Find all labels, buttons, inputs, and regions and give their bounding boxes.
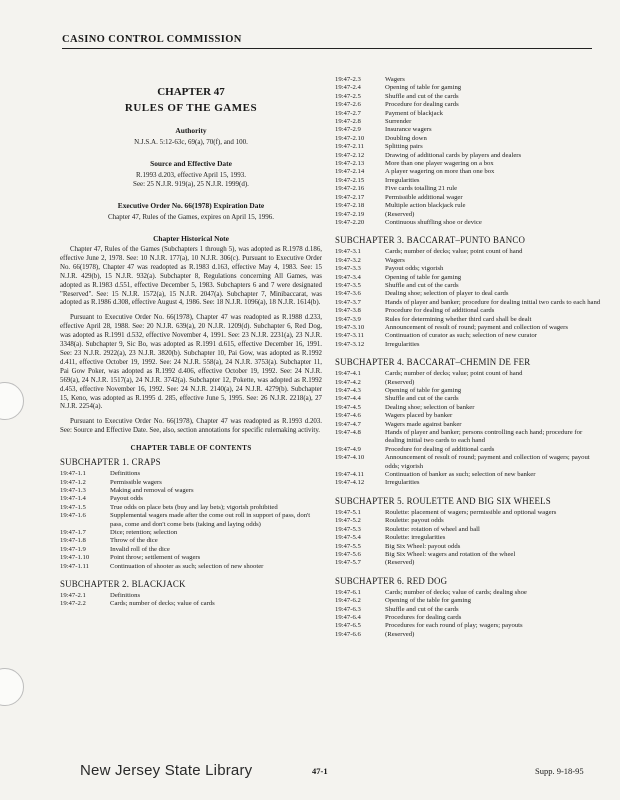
section-number: 19:47-2.11	[335, 143, 364, 151]
toc-left	[60, 457, 322, 609]
section-number: 19:47-6.3	[335, 605, 361, 613]
toc-row	[335, 412, 603, 420]
toc-heading: CHAPTER TABLE OF CONTENTS	[130, 444, 252, 453]
section-title: Insurance wagers	[385, 126, 432, 134]
toc-row	[60, 512, 322, 529]
left-column	[60, 76, 322, 609]
toc-row	[335, 202, 603, 210]
section-number: 19:47-3.1	[335, 248, 361, 256]
section-title: Roulette: payout odds	[385, 517, 444, 525]
subchapter-sections	[335, 370, 603, 488]
section-title: Throw of the dice	[110, 537, 158, 545]
section-number: 19:47-2.19	[335, 210, 365, 218]
toc-row	[335, 101, 603, 109]
section-number: 19:47-1.7	[60, 528, 86, 536]
section-title: Opening of table for gaming	[385, 84, 462, 92]
section-title: Procedure for dealing cards	[385, 101, 459, 109]
section-title: Definitions	[110, 592, 141, 599]
page-number: 47-1	[312, 766, 328, 776]
section-title: Hands of player and banker; procedure for dealing initial two cards to each hand	[385, 298, 601, 306]
section-number: 19:47-3.3	[335, 265, 361, 273]
section-title: Splitting pairs	[385, 143, 423, 151]
section-number: 19:47-3.2	[335, 256, 361, 264]
section-number: 19:47-1.5	[60, 503, 86, 511]
section-title: Payout odds	[110, 495, 143, 503]
toc-blackjack-continuation	[335, 76, 603, 227]
section-number: 19:47-3.8	[335, 307, 361, 315]
section-number: 19:47-2.8	[335, 118, 361, 126]
section-title: Shuffle and cut of the cards	[385, 605, 459, 613]
section-number: 19:47-4.5	[335, 403, 361, 411]
subchapter-heading: SUBCHAPTER 2. BLACKJACK	[60, 579, 186, 589]
toc-row	[335, 341, 603, 349]
section-number: 19:47-2.5	[335, 92, 361, 100]
toc-row	[335, 471, 603, 479]
section-number: 19:47-1.6	[60, 512, 86, 520]
toc-row	[335, 332, 603, 340]
toc-row	[335, 257, 603, 265]
section-title: Procedures for each round of play; wagers; payouts	[385, 622, 523, 630]
section-title: Continuation of banker as such; selection of new banker	[385, 471, 536, 479]
section-title: Payment of blackjack	[385, 109, 443, 117]
section-title: Supplemental wagers made after the come out roll in support of pass, don't pass, come and don't come bets (taking and laying odds)	[110, 512, 311, 528]
toc-row	[335, 316, 603, 324]
toc-row	[60, 537, 322, 545]
section-number: 19:47-2.10	[335, 134, 365, 142]
section-number: 19:47-3.10	[335, 323, 365, 331]
section-title: (Reserved)	[385, 210, 415, 218]
subchapter-heading: SUBCHAPTER 5. ROULETTE AND BIG SIX WHEELS	[335, 495, 551, 506]
history-paragraph-1: Chapter 47, Rules of the Games (Subchapters 1 through 5), was adopted as R.1978 d.186, effective June 2, 1978. See: 10 N.J.R. 177(a), 10 N.J.R. 306(c). Pursuant to Executive Order No. 66(1978), Chapter 47 was readopted as R.1983 d.163, effective May 4, 1983. See: 15 N.J.R. 429(b), 15 N.J.R. 932(a). Subchapter 8, Regulations concerning All Games, was adopted as R.1983 d.551, effective December 5, 1983. Subchapters 6 and 7 were designated "Reserved". See: 15 N.J.R. 1572(a), 15 N.J.R. 2047(a). Subchapter 7, Minibaccarat, was adopted as R.1986 d.308, effective August 4, 1986. See: 18 N.J.R. 1096(a), 18 N.J.R. 1614(b).	[60, 246, 322, 307]
toc-row	[335, 324, 603, 332]
toc-row	[335, 84, 603, 92]
toc-row	[335, 118, 603, 126]
toc-row	[335, 248, 603, 256]
section-title: Procedure for dealing of additional cards	[385, 445, 495, 453]
section-number: 19:47-1.1	[60, 470, 86, 478]
section-number: 19:47-1.11	[60, 562, 89, 570]
chapter-title: RULES OF THE GAMES	[124, 102, 258, 114]
section-title: Point throw; settlement of wagers	[110, 554, 201, 562]
section-number: 19:47-2.15	[335, 176, 365, 184]
section-title: Opening of table for gaming	[385, 387, 462, 394]
library-stamp: New Jersey State Library	[80, 762, 253, 779]
section-number: 19:47-3.12	[335, 340, 365, 348]
toc-row	[60, 546, 322, 554]
toc-row	[335, 534, 603, 542]
toc-row	[335, 387, 603, 395]
section-title: Procedure for dealing of additional cards	[385, 307, 495, 315]
toc-row	[335, 421, 603, 429]
supplement-date: Supp. 9-18-95	[535, 766, 584, 776]
section-number: 19:47-3.5	[335, 281, 361, 289]
toc-row	[335, 126, 603, 134]
toc-row	[335, 395, 603, 403]
section-number: 19:47-4.6	[335, 412, 361, 420]
section-number: 19:47-2.14	[335, 168, 365, 176]
section-number: 19:47-4.8	[335, 429, 361, 437]
section-title: Big Six Wheel: payout odds	[385, 542, 461, 550]
section-number: 19:47-1.3	[60, 486, 86, 494]
section-title: Cards; number of decks; value; point count of hand	[385, 370, 523, 378]
section-number: 19:47-2.12	[335, 151, 365, 159]
section-title: Announcement of result of round; payment and collection of wagers; payout odds; vigorish	[385, 454, 590, 470]
section-number: 19:47-6.5	[335, 622, 361, 630]
section-number: 19:47-5.5	[335, 542, 361, 550]
section-number: 19:47-2.6	[335, 101, 361, 109]
section-title: Cards; number of decks; value of cards	[110, 600, 215, 608]
section-number: 19:47-4.2	[335, 378, 361, 386]
section-title: Shuffle and cut of the cards	[385, 395, 459, 403]
section-title: True odds on place bets (buy and lay bets); vigorish prohibited	[110, 503, 278, 511]
toc-row	[335, 194, 603, 202]
section-number: 19:47-5.1	[335, 508, 361, 516]
section-number: 19:47-2.3	[335, 76, 361, 83]
section-title: Dealing shoe; selection of player to deal cards	[385, 290, 509, 298]
section-title: Drawing of additional cards by players and dealers	[385, 151, 522, 159]
toc-row	[335, 509, 603, 517]
history-heading: Chapter Historical Note	[153, 234, 229, 243]
toc-row	[335, 168, 603, 176]
source-line-2: See: 25 N.J.R. 919(a), 25 N.J.R. 1999(d).	[133, 180, 249, 188]
toc-row	[335, 76, 603, 84]
section-title: Opening of table for gaming	[385, 273, 462, 281]
section-title: Dice; retention; selection	[110, 528, 178, 536]
section-number: 19:47-4.1	[335, 370, 361, 378]
section-number: 19:47-4.3	[335, 387, 361, 394]
section-number: 19:47-6.2	[335, 597, 361, 605]
section-title: Invalid roll of the dice	[110, 545, 170, 553]
authority-text: N.J.S.A. 5:12-63c, 69(a), 70(f), and 100.	[134, 138, 248, 146]
section-title: Irregularities	[385, 479, 420, 487]
section-number: 19:47-6.4	[335, 613, 361, 621]
section-title: Hands of player and banker; persons controlling each hand; procedure for dealing initial two cards to each hand	[385, 429, 583, 445]
toc-row	[60, 563, 322, 571]
toc-row	[335, 597, 603, 605]
section-number: 19:47-2.17	[335, 193, 365, 201]
toc-row	[335, 479, 603, 487]
toc-row	[60, 479, 322, 487]
section-title: Surrender	[385, 118, 412, 126]
section-title: Wagers	[385, 76, 405, 83]
right-column	[335, 76, 603, 639]
toc-row	[335, 177, 603, 185]
section-number: 19:47-3.7	[335, 298, 361, 306]
toc-row	[60, 592, 322, 600]
section-number: 19:47-4.12	[335, 479, 365, 487]
toc-row	[335, 110, 603, 118]
toc-row	[335, 152, 603, 160]
toc-row	[335, 517, 603, 525]
section-number: 19:47-2.20	[335, 218, 365, 226]
section-title: Opening of the table for gaming	[385, 597, 471, 605]
section-number: 19:47-2.1	[60, 592, 86, 599]
section-title: Roulette: placement of wagers; permissible and optional wagers	[385, 508, 557, 516]
subchapter-sections	[335, 589, 603, 639]
section-title: Wagers	[385, 256, 405, 264]
toc-row	[335, 589, 603, 597]
page-header: CASINO CONTROL COMMISSION	[62, 34, 592, 49]
section-title: Multiple action blackjack rule	[385, 202, 466, 210]
section-number: 19:47-4.11	[335, 471, 364, 479]
history-paragraph-3: Pursuant to Executive Order No. 66(1978), Chapter 47 was readopted as R.1993 d.203. See: Source and Effective Date. See, also, section annotations for specific rulemaking activity.	[60, 418, 322, 435]
section-number: 19:47-2.2	[60, 600, 86, 608]
toc-row	[335, 454, 603, 471]
section-number: 19:47-1.2	[60, 478, 86, 486]
toc-row	[335, 429, 603, 446]
subchapter-sections	[335, 248, 603, 349]
section-number: 19:47-2.18	[335, 202, 365, 210]
section-title: Cards; number of decks; value of cards; dealing shoe	[385, 588, 527, 596]
toc-row	[335, 543, 603, 551]
section-title: Doubling down	[385, 134, 427, 142]
section-title: Big Six Wheel: wagers and rotation of the wheel	[385, 550, 516, 558]
binder-hole-bottom	[0, 668, 24, 706]
section-title: Procedures for dealing cards	[385, 613, 462, 621]
section-title: Roulette: rotation of wheel and ball	[385, 525, 480, 533]
executive-order-text: Chapter 47, Rules of the Games, expires on April 15, 1996.	[107, 213, 275, 221]
toc-row	[335, 379, 603, 387]
toc-row	[60, 529, 322, 537]
section-title: Irregularities	[385, 176, 420, 184]
section-number: 19:47-2.4	[335, 84, 361, 92]
toc-row	[335, 559, 603, 567]
toc-row	[335, 265, 603, 273]
toc-row	[335, 211, 603, 219]
section-number: 19:47-5.4	[335, 534, 361, 542]
section-number: 19:47-2.9	[335, 126, 361, 134]
section-title: Announcement of result of round; payment and collection of wagers	[385, 323, 568, 331]
section-title: Shuffle and cut of the cards	[385, 92, 459, 100]
toc-row	[335, 219, 603, 227]
section-title: More than one player wagering on a box	[385, 160, 494, 168]
toc-row	[335, 614, 603, 622]
toc-row	[335, 404, 603, 412]
toc-row	[335, 307, 603, 315]
toc-row	[335, 282, 603, 290]
section-number: 19:47-1.10	[60, 554, 90, 562]
section-number: 19:47-5.3	[335, 525, 361, 533]
section-number: 19:47-2.7	[335, 109, 361, 117]
section-title: Permissible additional wager	[385, 193, 463, 201]
history-paragraph-2: Pursuant to Executive Order No. 66(1978), Chapter 47 was readopted as R.1988 d.233, effective April 28, 1988. See: 20 N.J.R. 639(a), 20 N.J.R. 1209(d). Subchapter 6, Red Dog, was adopted as R.1991 d.532, effective November 4, 1991. See: 23 N.J.R. 2231(a), 23 N.J.R. 3348(a). Subchapter 9, Sic Bo, was adopted as R.1991 d.615, effective December 16, 1991. See: 23 N.J.R. 2922(a), 23 N.J.R. 3820(b). Subchapter 10, Pai Gow, was adopted as R.1992 d.411, effective October 19, 1992. See: 24 N.J.R. 558(a), 24 N.J.R. 3753(a). Subchapter 11, Pai Gow Poker, was adopted as R.1992 d.406, effective October 19, 1992. See: 24 N.J.R. 569(a), 24 N.J.R. 1517(a), 24 N.J.R. 3742(a). Subchapter 12, Pokette, was adopted as R.1992 d.453, effective November 16, 1992. See: 24 N.J.R. 2140(a), 24 N.J.R. 4279(b). Subchapter 15, Keno, was adopted as R.1995 d. 285, effective June 5, 1995. See: 26 N.J.R. 2218(a), 27 N.J.R. 2254(a).	[60, 314, 322, 411]
section-title: Wagers placed by banker	[385, 412, 453, 420]
toc-row	[335, 446, 603, 454]
section-title: Five cards totalling 21 rule	[385, 185, 458, 193]
section-number: 19:47-1.4	[60, 495, 86, 503]
section-title: Rules for determining whether third card shall be dealt	[385, 315, 532, 323]
section-number: 19:47-3.6	[335, 290, 361, 298]
section-title: (Reserved)	[385, 378, 415, 386]
subchapter-heading: SUBCHAPTER 1. CRAPS	[60, 457, 161, 468]
section-title: Shuffle and cut of the cards	[385, 281, 459, 289]
source-line-1: R.1993 d.203, effective April 15, 1993.	[136, 171, 246, 179]
toc-row	[335, 526, 603, 534]
section-number: 19:47-4.4	[335, 395, 361, 403]
toc-row	[335, 274, 603, 282]
section-number: 19:47-6.6	[335, 630, 361, 638]
section-number: 19:47-5.7	[335, 559, 361, 567]
section-number: 19:47-3.4	[335, 273, 361, 281]
toc-row	[60, 487, 322, 495]
section-title: (Reserved)	[385, 630, 415, 638]
section-title: Definitions	[110, 470, 141, 478]
section-number: 19:47-6.1	[335, 588, 361, 596]
section-number: 19:47-1.9	[60, 545, 86, 553]
toc-row	[60, 470, 322, 478]
authority-heading: Authority	[175, 126, 207, 135]
toc-row	[335, 299, 603, 307]
toc-row	[335, 93, 603, 101]
chapter-number: CHAPTER 47	[157, 86, 225, 98]
section-title: Roulette: irregularities	[385, 534, 446, 542]
section-number: 19:47-3.11	[335, 332, 364, 340]
toc-row	[335, 370, 603, 378]
toc-row	[335, 143, 603, 151]
section-title: Continuation of shooter as such; selection of new shooter	[110, 562, 264, 570]
toc-row	[335, 290, 603, 298]
subchapter-sections	[60, 470, 322, 571]
binder-hole-top	[0, 382, 24, 420]
section-title: Continuation of curator as such; selection of new curator	[385, 332, 537, 340]
toc-row	[335, 135, 603, 143]
section-number: 19:47-4.10	[335, 454, 365, 462]
toc-row	[335, 160, 603, 168]
toc-row	[335, 185, 603, 193]
section-number: 19:47-1.8	[60, 537, 86, 545]
executive-order-heading: Executive Order No. 66(1978) Expiration Date	[117, 201, 265, 210]
toc-row	[60, 504, 322, 512]
section-title: Wagers made against banker	[385, 420, 462, 428]
toc-row	[335, 622, 603, 630]
subchapter-sections	[60, 592, 322, 609]
section-title: Permissible wagers	[110, 478, 162, 486]
source-heading: Source and Effective Date	[150, 159, 232, 168]
section-number: 19:47-4.7	[335, 420, 361, 428]
section-title: Continuous shuffling shoe or device	[385, 218, 482, 226]
section-number: 19:47-5.2	[335, 517, 361, 525]
toc-row	[60, 600, 322, 608]
section-title: Payout odds; vigorish	[385, 265, 444, 273]
toc-right	[335, 235, 603, 639]
toc-row	[335, 631, 603, 639]
section-title: Irregularities	[385, 340, 420, 348]
subchapter-heading: SUBCHAPTER 3. BACCARAT–PUNTO BANCO	[335, 235, 526, 246]
section-title: Dealing shoe; selection of banker	[385, 403, 475, 411]
section-number: 19:47-2.16	[335, 185, 365, 193]
section-number: 19:47-2.13	[335, 160, 365, 168]
section-title: Cards; number of decks; value; point count of hand	[385, 248, 523, 256]
toc-row	[60, 554, 322, 562]
toc-row	[60, 495, 322, 503]
section-number: 19:47-5.6	[335, 550, 361, 558]
section-number: 19:47-4.9	[335, 445, 361, 453]
subchapter-sections	[335, 509, 603, 568]
toc-row	[335, 551, 603, 559]
toc-row	[335, 606, 603, 614]
subchapter-heading: SUBCHAPTER 4. BACCARAT–CHEMIN DE FER	[335, 357, 531, 368]
section-number: 19:47-3.9	[335, 315, 361, 323]
section-title: A player wagering on more than one box	[385, 168, 495, 176]
subchapter-heading: SUBCHAPTER 6. RED DOG	[335, 575, 448, 586]
section-title: (Reserved)	[385, 559, 415, 567]
section-title: Making and removal of wagers	[110, 486, 194, 494]
